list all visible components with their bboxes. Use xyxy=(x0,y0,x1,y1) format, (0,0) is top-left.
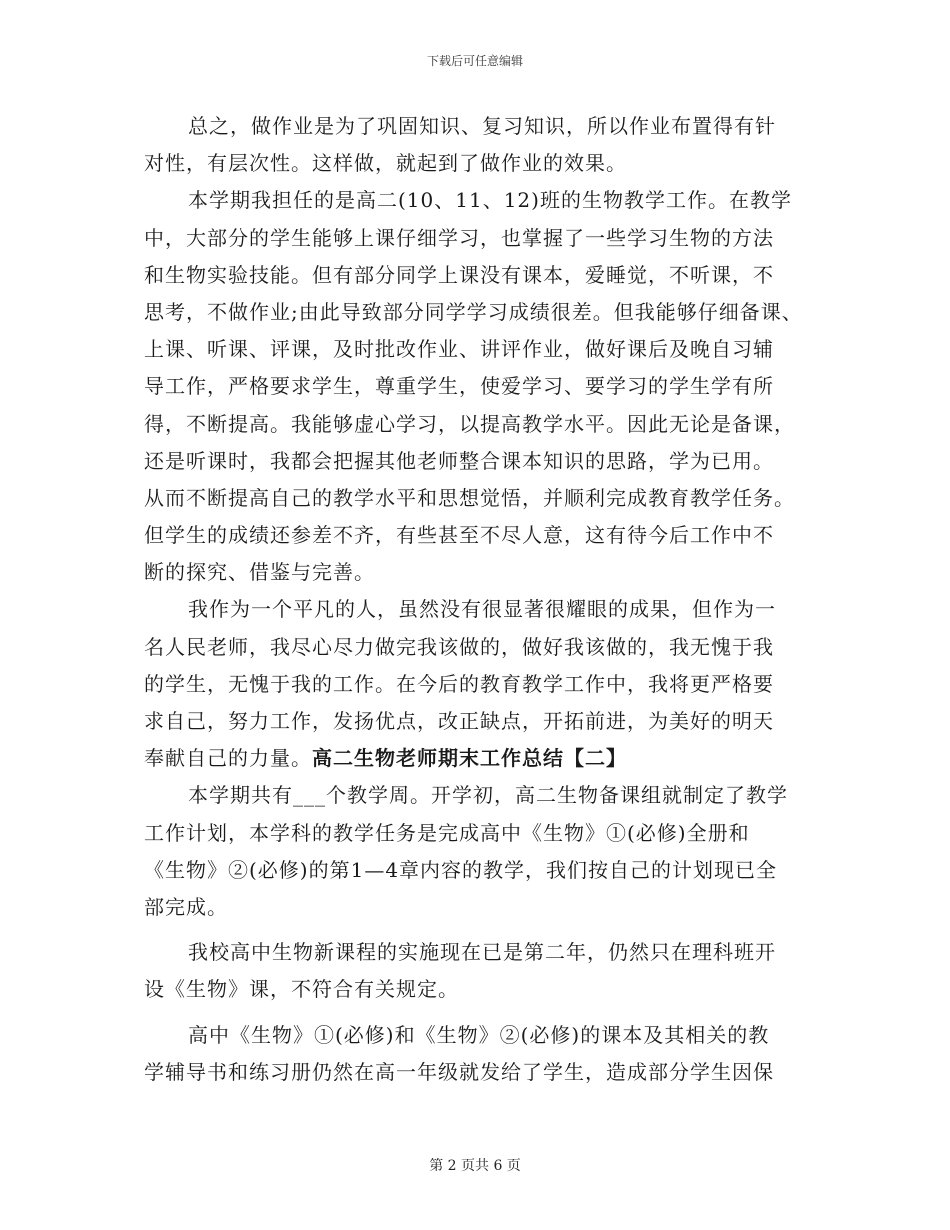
text-line: 我校高中生物新课程的实施现在已是第二年，仍然只在理科班开 xyxy=(188,940,776,965)
text-line: 中，大部分的学生能够上课仔细学习，也掌握了一些学习生物的方法 xyxy=(144,225,774,250)
text-line: 上课、听课、评课，及时批改作业、讲评作业，做好课后及晚自习辅 xyxy=(144,337,774,362)
text-line: 思考，不做作业;由此导致部分同学学习成绩很差。但我能够仔细备课、 xyxy=(144,299,803,324)
text-line: 但学生的成绩还参差不齐，有些甚至不尽人意，这有待今后工作中不 xyxy=(144,523,774,548)
text-line-with-heading xyxy=(144,740,816,777)
text-fragment: 奉献自己的力量。 xyxy=(144,746,312,771)
text-line: 工作计划，本学科的教学任务是完成高中《生物》①(必修)全册和 xyxy=(144,820,750,845)
text-line: 部完成。 xyxy=(144,894,228,919)
text-line: 的学生，无愧于我的工作。在今后的教育教学工作中，我将更严格要 xyxy=(144,671,774,696)
text-line: 和生物实验技能。但有部分同学上课没有课本，爱睡觉，不听课，不 xyxy=(144,262,774,287)
text-line: 还是听课时，我都会把握其他老师整合课本知识的思路，学为已用。 xyxy=(144,448,774,473)
text-line: 我作为一个平凡的人，虽然没有很显著很耀眼的成果，但作为一 xyxy=(188,597,776,622)
text-line: 断的探究、借鉴与完善。 xyxy=(144,560,375,585)
text-line: 高中《生物》①(必修)和《生物》②(必修)的课本及其相关的教 xyxy=(188,1022,770,1047)
text-line: 求自己，努力工作，发扬优点，改正缺点，开拓前进，为美好的明天 xyxy=(144,709,774,733)
text-line: 得，不断提高。我能够虚心学习，以提高教学水平。因此无论是备课， xyxy=(144,411,795,436)
section-heading: 高二生物老师期末工作总结【二】 xyxy=(312,746,627,771)
text-line: 《生物》②(必修)的第1—4章内容的教学，我们按自己的计划现已全 xyxy=(144,857,778,882)
text-line: 从而不断提高自己的教学水平和思想觉悟，并顺利完成教育教学任务。 xyxy=(144,485,795,510)
text-line: 学辅导书和练习册仍然在高一年级就发给了学生，造成部分学生因保 xyxy=(144,1059,774,1084)
text-line: 总之，做作业是为了巩固知识、复习知识，所以作业布置得有针 xyxy=(188,114,776,138)
text-line: 导工作，严格要求学生，尊重学生，使爱学习、要学习的学生学有所 xyxy=(144,374,774,399)
text-line: 本学期共有___个教学周。开学初，高二生物备课组就制定了教学 xyxy=(188,783,788,808)
document-body xyxy=(144,108,816,1091)
text-line: 对性，有层次性。这样做，就起到了做作业的效果。 xyxy=(144,151,627,176)
text-line: 名人民老师，我尽心尽力做完我该做的，做好我该做的，我无愧于我 xyxy=(144,634,774,659)
text-line: 设《生物》课，不符合有关规定。 xyxy=(144,977,459,1002)
page-number: 第 2 页共 6 页 xyxy=(429,1158,521,1174)
page-header: 下载后可任意编辑 xyxy=(426,54,523,68)
text-line: 本学期我担任的是高二(10、11、12)班的生物教学工作。在教学 xyxy=(188,188,792,213)
